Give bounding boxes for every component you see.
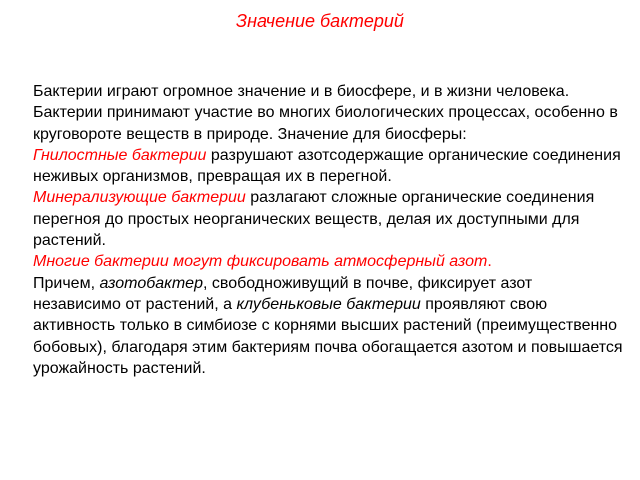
mineralizing-text: разлагают сложные органические соединения перегноя до простых неорганических веществ, делая их доступными для растений.	[33, 189, 595, 250]
page-title: Значение бактерий	[236, 11, 404, 31]
nitrogen-fixing-statement: Многие бактерии могут фиксировать атмосферный азот	[33, 253, 488, 271]
nitrogen-fixing-paragraph	[33, 251, 623, 272]
mineralizing-term: Минерализующие бактерии	[33, 189, 246, 207]
putrefactive-text: разрушают азотсодержащие органические соединения неживых организмов, превращая их в перегной.	[33, 146, 621, 186]
nodule-bacteria-term: клубеньковые бактерии	[236, 295, 421, 313]
details-paragraph	[33, 273, 623, 379]
azotobacter-term: азотобактер	[99, 274, 203, 292]
putrefactive-paragraph	[33, 145, 623, 188]
mineralizing-paragraph	[33, 187, 623, 251]
putrefactive-term: Гнилостные бактерии	[33, 146, 207, 164]
details-part-3: проявляют свою активность только в симбиозе с корнями высших растений (преимущественно бобовых), благодаря этим бактериям почва обогащается азотом и повышается урожайность растений.	[33, 295, 623, 377]
intro-paragraph: Бактерии играют огромное значение и в биосфере, и в жизни человека. Бактерии принимают участие во многих биологических процессах, особенно в круговороте веществ в природе. Значение для биосферы:	[33, 83, 618, 143]
details-part-2: , свободноживущий в почве, фиксирует азот независимо от растений, а	[33, 274, 533, 313]
nitrogen-fixing-period: .	[487, 253, 492, 271]
slide-body	[33, 81, 623, 379]
details-part-1: Причем,	[33, 274, 100, 292]
